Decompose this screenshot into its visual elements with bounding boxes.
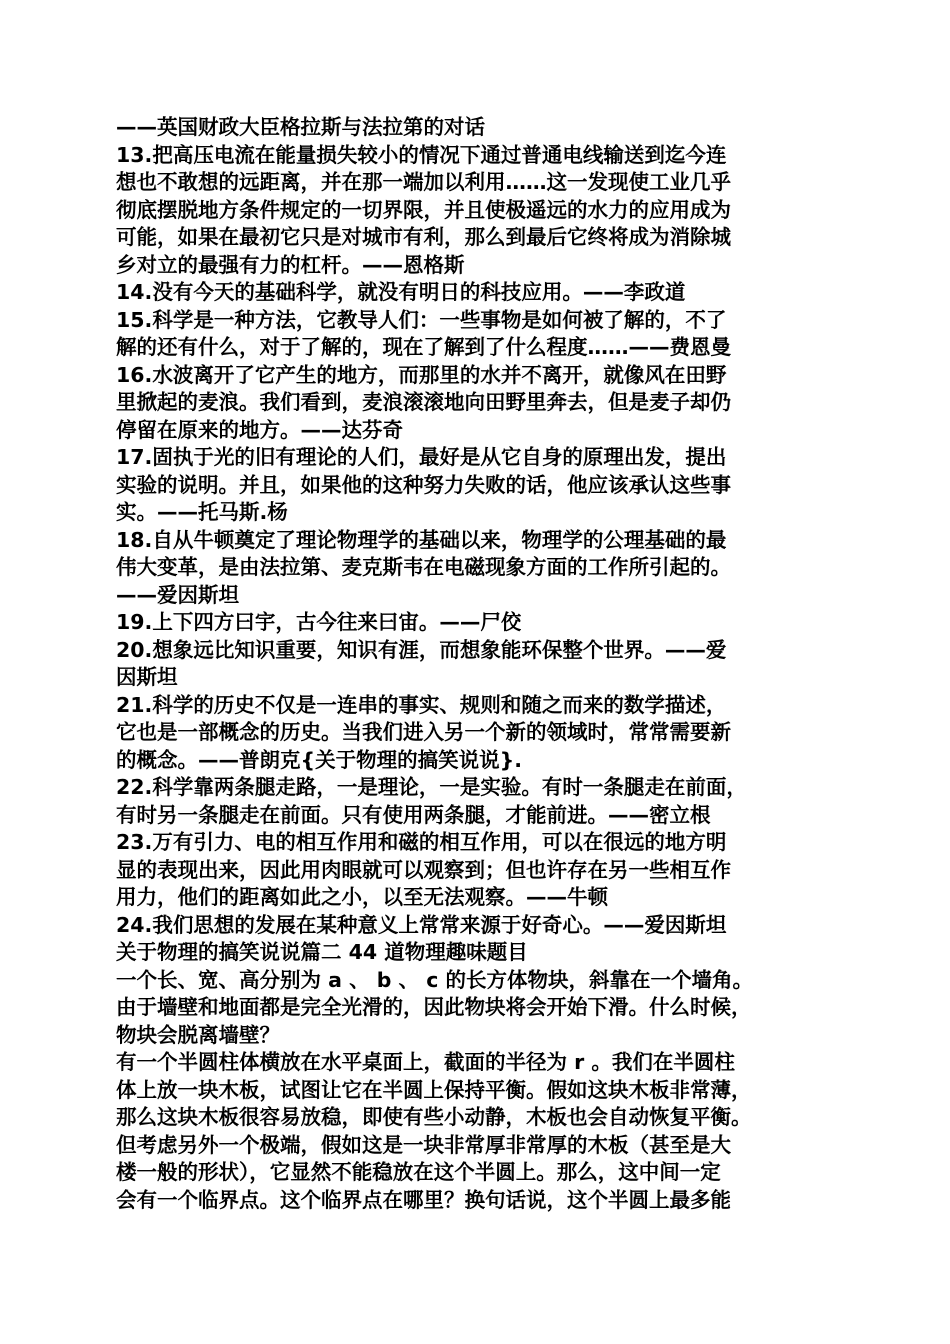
text-line: ——爱因斯坦 (116, 582, 239, 607)
text-line: 里掀起的麦浪。我们看到，麦浪滚滚地向田野里奔去，但是麦子却仍 (116, 390, 731, 414)
text-line: 的概念。——普朗克{关于物理的搞笑说说}. (116, 747, 522, 772)
text-line: 它也是一部概念的历史。当我们进入另一个新的领域时，常常需要新 (116, 720, 731, 744)
text-line: 但考虑另外一个极端，假如这是一块非常厚非常厚的木板（甚至是大 (116, 1132, 731, 1157)
text-line: 16.水波离开了它产生的地方，而那里的水并不离开，就像风在田野 (116, 362, 727, 387)
text-line: 有时另一条腿走在前面。只有使用两条腿，才能前进。——密立根 (116, 802, 711, 827)
text-line: 乡对立的最强有力的杠杆。——恩格斯 (116, 252, 465, 277)
text-line: 可能，如果在最初它只是对城市有利，那么到最后它终将成为消除城 (116, 225, 731, 249)
text-line: 物块会脱离墙壁？ (116, 1022, 280, 1047)
text-line: 20.想象远比知识重要，知识有涯，而想象能环保整个世界。——爱 (116, 637, 727, 662)
text-line: 23.万有引力、电的相互作用和磁的相互作用，可以在很远的地方明 (116, 830, 727, 854)
text-line: 解的还有什么，对于了解的，现在了解到了什么程度……——费恩曼 (116, 335, 731, 359)
text-line: 实验的说明。并且，如果他的这种努力失败的话，他应该承认这些事 (116, 472, 731, 497)
text-line: 有一个半圆柱体横放在水平桌面上，截面的半径为 r 。我们在半圆柱 (116, 1050, 735, 1074)
text-line: 用力，他们的距离如此之小，以至无法观察。——牛顿 (116, 885, 608, 909)
text-line: 22.科学靠两条腿走路，一是理论，一是实验。有时一条腿走在前面， (116, 775, 747, 799)
text-line: 24.我们思想的发展在某种意义上常常来源于好奇心。——爱因斯坦 (116, 912, 727, 937)
text-line: 由于墙壁和地面都是完全光滑的，因此物块将会开始下滑。什么时候， (116, 995, 752, 1019)
text-line: 楼一般的形状），它显然不能稳放在这个半圆上。那么，这中间一定 (116, 1160, 721, 1184)
text-line: 13.把高压电流在能量损失较小的情况下通过普通电线输送到迄今连 (116, 142, 727, 167)
text-line: 那么这块木板很容易放稳，即使有些小动静，木板也会自动恢复平衡。 (116, 1105, 752, 1129)
text-line: 体上放一块木板，试图让它在半圆上保持平衡。假如这块木板非常薄， (116, 1077, 752, 1102)
text-line: 21.科学的历史不仅是一连串的事实、规则和随之而来的数学描述， (116, 692, 727, 717)
text-line: 17.固执于光的旧有理论的人们，最好是从它自身的原理出发，提出 (116, 445, 727, 469)
text-line: 14.没有今天的基础科学，就没有明日的科技应用。——李政道 (116, 280, 686, 304)
text-line: 实。——托马斯.杨 (116, 500, 288, 524)
text-line: 一个长、宽、高分别为 a 、 b 、 c 的长方体物块，斜靠在一个墙角。 (116, 967, 753, 992)
section-heading: 关于物理的搞笑说说篇二 44 道物理趣味题目 (116, 940, 528, 964)
text-line: 会有一个临界点。这个临界点在哪里？换句话说，这个半圆上最多能 (116, 1187, 731, 1212)
text-line: 因斯坦 (116, 665, 178, 689)
text-line: 19.上下四方曰宇，古今往来曰宙。——尸佼 (116, 610, 522, 634)
text-line: 伟大变革，是由法拉第、麦克斯韦在电磁现象方面的工作所引起的。 (116, 555, 731, 579)
text-line: 停留在原来的地方。——达芬奇 (116, 417, 403, 442)
document-body (116, 114, 846, 1214)
text-line: 显的表现出来，因此用肉眼就可以观察到；但也许存在另一些相互作 (116, 857, 731, 882)
text-line: 15.科学是一种方法，它教导人们：一些事物是如何被了解的，不了 (116, 307, 727, 332)
text-line: 彻底摆脱地方条件规定的一切界限，并且使极遥远的水力的应用成为 (116, 197, 731, 222)
text-line: 想也不敢想的远距离，并在那一端加以利用……这一发现使工业几乎 (116, 170, 731, 194)
text-line: ——英国财政大臣格拉斯与法拉第的对话 (116, 115, 485, 139)
text-line: 18.自从牛顿奠定了理论物理学的基础以来，物理学的公理基础的最 (116, 527, 727, 552)
